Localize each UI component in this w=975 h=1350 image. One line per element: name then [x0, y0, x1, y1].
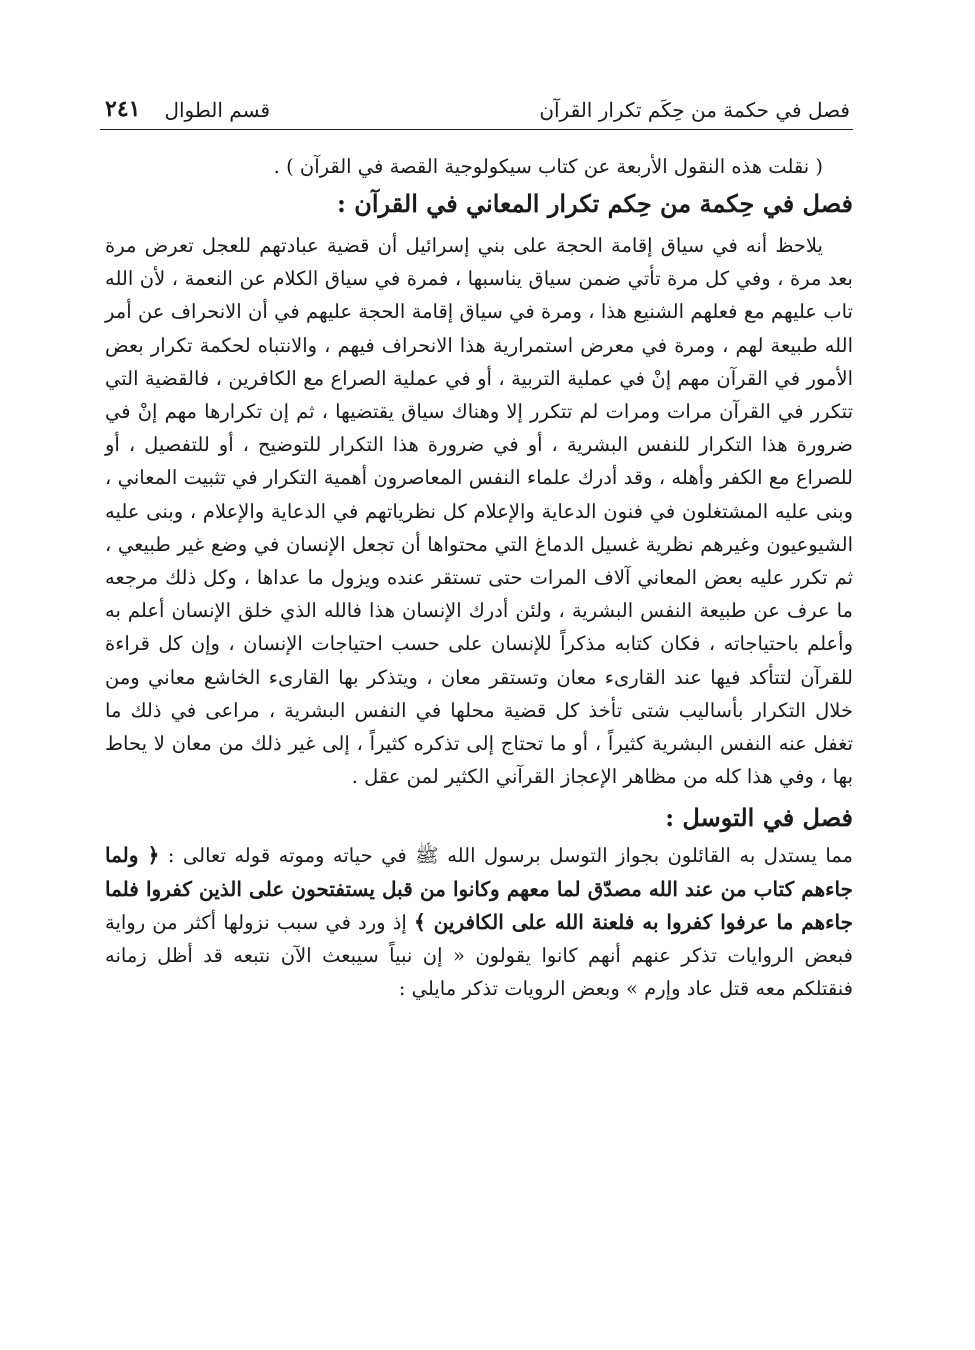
page-body: [105, 150, 853, 1005]
chapter-title: فصل في حكمة من حِكَم تكرار القرآن: [539, 98, 850, 122]
quran-verse: ﴿ ولما جاءهم كتاب من عند الله مصدّق لما معهم وكانوا من قبل يستفتحون على الذين كفروا فلما جاءهم ما عرفوا كفروا به فلعنة الله على الكافرين ﴾: [105, 843, 853, 934]
source-note: ( نقلت هذه النقول الأربعة عن كتاب سيكولوجية القصة في القرآن ) .: [273, 155, 823, 178]
paragraph-tawassul-intro: مما يستدل به القائلون بجواز التوسل برسول الله ﷺ في حياته وموته قوله تعالى :: [167, 844, 853, 868]
paragraph-tawassul-rest: إذ ورد في سبب نزولها أكثر من رواية فبعض الروايات تذكر عنهم أنهم كانوا يقولون « إن نبياً سيبعث الآن نتبعه قد أظل زمانه فنقتلكم معه قتل عاد وإرم » وبعض الرويات تذكر مايلي :: [105, 910, 853, 1001]
section-heading-repetition: فصل في حِكمة من حِكم تكرار المعاني في القرآن :: [336, 189, 853, 218]
page-number: ٢٤١: [105, 96, 141, 122]
section-name: قسم الطوال: [164, 98, 270, 122]
header-section: [105, 96, 270, 122]
paragraph-repetition: يلاحظ أنه في سياق إقامة الحجة على بني إسرائيل أن قضية عبادتهم للعجل تعرض مرة بعد مرة ، وفي كل مرة تأتي ضمن سياق يناسبها ، فمرة في سياق الكلام عن النعمة ، لأن الله تاب عليهم مع فعلهم الشنيع هذا ، ومرة في سياق إقامة الحجة عليهم في أن الانحراف عن أمر الله طبيعة لهم ، ومرة في معرض استمرارية هذا الانحراف فيهم ، والانتباه لحكمة تكرار بعض الأمور في القرآن مهم إنْ في عملية التربية ، أو في عملية الصراع مع الكافرين ، فالقضية التي تتكرر في القرآن مرات ومرات لم تتكرر إلا وهناك سياق يقتضيها ، ثم إن تكرارها مهم إنْ في ضرورة هذا التكرار للنفس البشرية ، أو في ضرورة هذا التكرار للتوضيح ، أو للتفصيل ، أو للصراع مع الكفر وأهله ، وقد أدرك علماء النفس المعاصرون أهمية التكرار في تثبيت المعاني ، وبنى عليه المشتغلون في فنون الدعاية والإعلام كل نظرياتهم في الدعاية والإعلام ، وبنى عليه الشيوعيون وغيرهم نظرية غسيل الدماغ التي محتواها أن تجعل الإنسان في وضع غير طبيعي ، ثم تكرر عليه بعض المعاني آلاف المرات حتى تستقر عنده ويزول ما عداها ، وكل ذلك مرجعه ما عرف عن طبيعة النفس البشرية ، ولئن أدرك الإنسان هذا فالله الذي خلق الإنسان أعلم به وأعلم باحتياجاته ، فكان كتابه مذكراً للإنسان على حسب احتياجات الإنسان ، وإن كل قراءة للقرآن لتتأكد فيها عند القارىء معان وتستقر معان ، ويتذكر بها القارىء الخاشع معاني ومن خلال التكرار بأساليب شتى تأخذ كل قضية محلها في النفس البشرية ، مراعى في ذلك ما تغفل عنه النفس البشرية كثيراً ، أو ما تحتاج إلى تذكره كثيراً ، إلى غير ذلك من معان لا يحاط بها ، وفي هذا كله من مظاهر الإعجاز القرآني الكثير لمن عقل .: [105, 234, 853, 789]
section-heading-tawassul: فصل في التوسل :: [665, 803, 853, 833]
running-header: [105, 88, 850, 122]
header-rule: [100, 129, 853, 130]
paragraph-tawassul: [105, 839, 853, 1005]
